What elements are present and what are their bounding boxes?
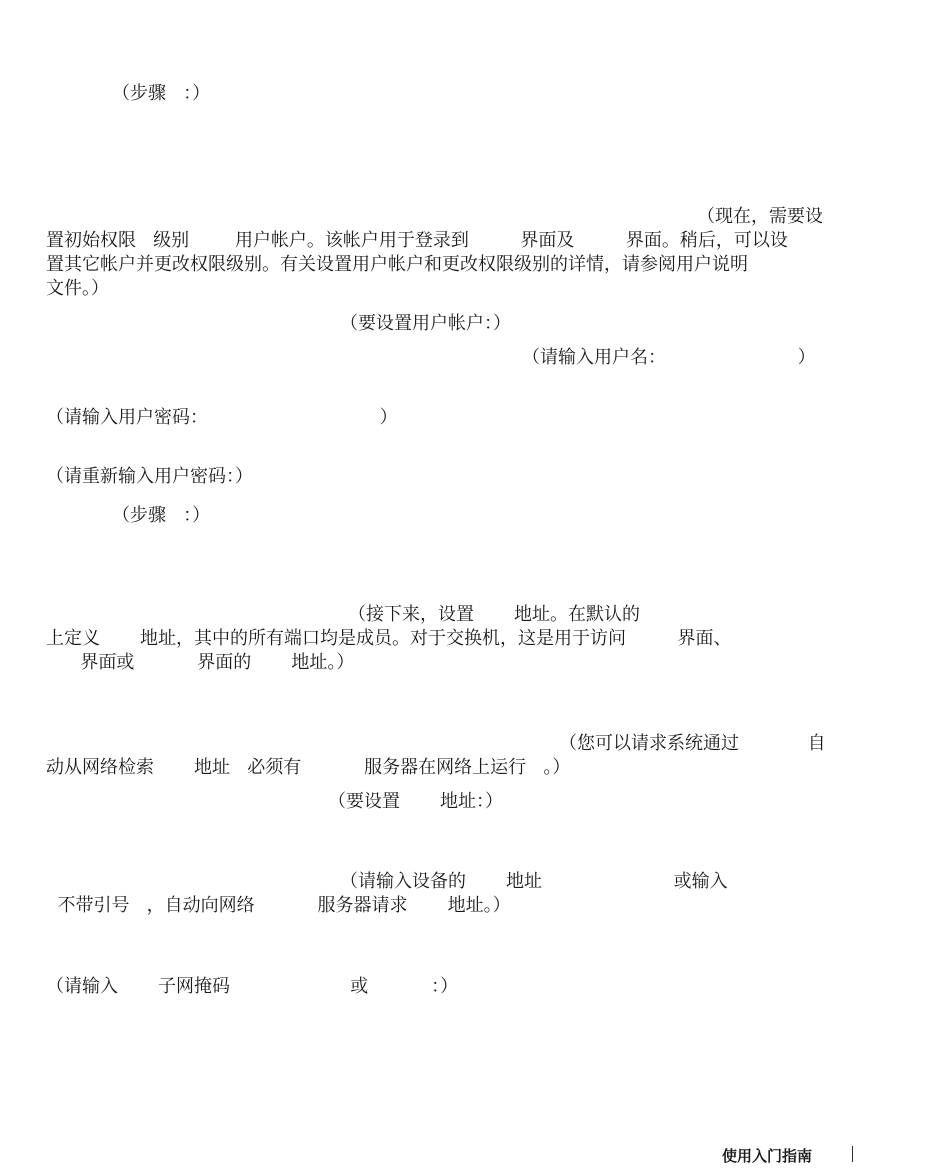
section-heading: （要设置 地址：） [328,791,504,812]
paragraph-line: 文件。） [46,278,109,299]
username-prompt: （请输入用户名： ） [522,347,816,368]
paragraph-line: （您可以请求系统通过 自 [559,733,826,754]
subnet-mask-prompt: （请输入 子网掩码 或 ：） [46,976,459,997]
password-confirm-prompt: （请重新输入用户密码：） [46,466,253,487]
paragraph-line: 置其它帐户并更改权限级别。有关设置用户帐户和更改权限级别的详情，请参阅用户说明 [46,254,748,275]
paragraph-line: （请输入设备的 地址 或输入 [340,871,728,892]
paragraph-line: （接下来，设置 地址。在默认的 [348,604,641,625]
footer-divider [852,1146,853,1162]
step-label: （步骤 ：） [112,83,211,104]
paragraph-line: 不带引号 ，自动向网络 服务器请求 地址。） [46,895,511,916]
paragraph-line: 界面或 界面的 地址。） [46,652,355,673]
footer-guide-title: 使用入门指南 [722,1147,813,1165]
paragraph-line: 上定义 地址，其中的所有端口均是成员。对于交换机，这是用于访问 界面、 [46,628,732,649]
paragraph-line: （现在，需要设 [697,206,823,227]
paragraph-line: 动从网络检索 地址 必须有 服务器在网络上运行 。） [46,757,571,778]
section-heading: （要设置用户帐户：） [340,313,511,334]
password-prompt: （请输入用户密码： ） [46,407,398,428]
step-label: （步骤 ：） [112,505,211,526]
paragraph-line: 置初始权限 级别 用户帐户。该帐户用于登录到 界面及 界面。稍后，可以设 [46,230,788,251]
